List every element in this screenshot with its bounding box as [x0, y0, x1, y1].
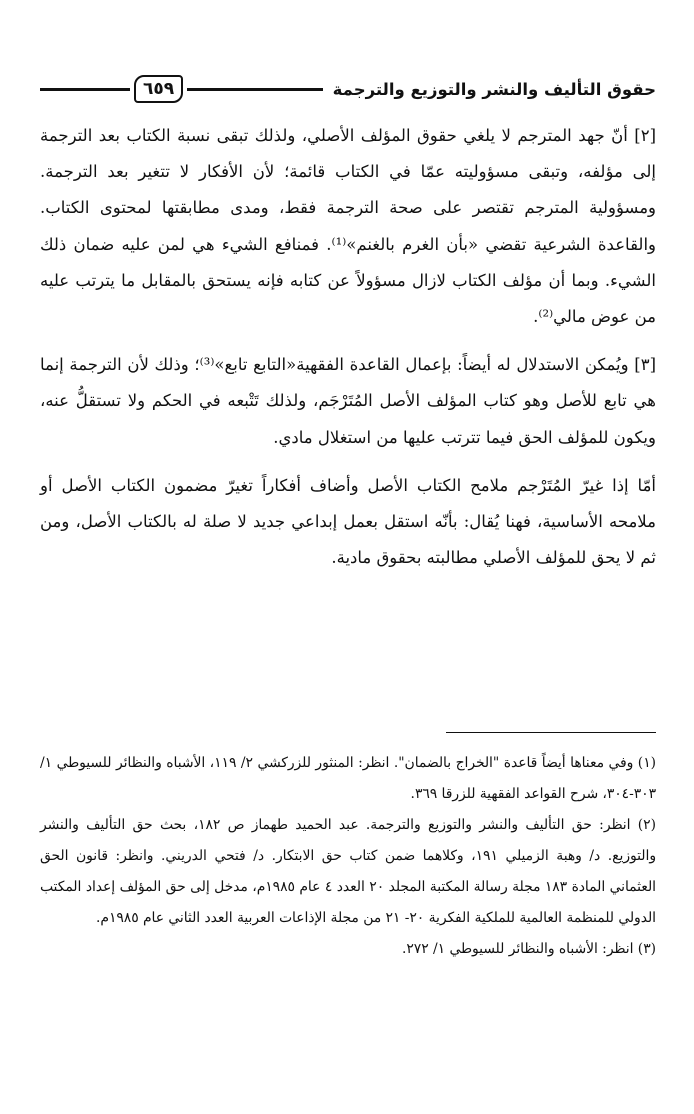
header-title: حقوق التأليف والنشر والتوزيع والترجمة	[332, 79, 656, 99]
footnote: (٢) انظر: حق التأليف والنشر والتوزيع والترجمة. عبد الحميد طهماز ص ١٨٢، بحث حق التأليف والنشر والتوزيع. د/ وهبة الزميلي ١٩١، وكلاهما ضمن كتاب حق الابتكار. د/ فتحي الدريني. وانظر: قانون الحق العثماني المادة ١٨٣ مجلة رسالة المكتبة المجلد ٢٠ العدد ٤ عام ١٩٨٥م، مدخل إلى حق المؤلف إعداد المكتب الدولي للمنظمة العالمية للملكية الفكرية ٢٠- ٢١ من مجلة الإذاعات العربية العدد الثاني عام ١٩٨٥م.	[40, 817, 656, 926]
main-text	[40, 118, 656, 588]
footnote: (١) وفي معناها أيضاً قاعدة "الخراج بالضمان". انظر: المنثور للزركشي ٢/ ١١٩، الأشباه والنظائر للسيوطي ١/ ٣٠٣-٣٠٤، شرح القواعد الفقهية للزرقا ٣٦٩.	[40, 755, 656, 802]
page-number: ٦٥٩	[134, 75, 183, 103]
footnote: (٣) انظر: الأشباه والنظائر للسيوطي ١/ ٢٧٢.	[401, 941, 656, 957]
paragraph: [٣] ويُمكن الاستدلال له أيضاً: بإعمال القاعدة الفقهية«التابع تابع»⁽³⁾؛ وذلك لأن الترجمة إنما هي تابع للأصل وهو كتاب المؤلف الأصل المُتَرْجَم، ولذلك تَتْبعه في الحكم ولا تستقلُّ عنه، ويكون للمؤلف الحق فيما تترتب عليها من استغلال مادي.	[40, 355, 657, 447]
paragraph: [٢] أنّ جهد المترجم لا يلغي حقوق المؤلف الأصلي، ولذلك تبقى نسبة الكتاب بعد الترجمة إلى مؤلفه، وتبقى مسؤوليته عمّا في الكتاب قائمة؛ لأن الأفكار لا تتغير بعد الترجمة. ومسؤولية المترجم تقتصر على صحة الترجمة فقط، ومدى مطابقتها لمحتوى الكتاب. والقاعدة الشرعية تقضي «بأن الغرم بالغنم»⁽¹⁾. فمنافع الشيء هي لمن عليه ضمان ذلك الشيء. وبما أن مؤلف الكتاب لازال مسؤولاً عن كتابه فإنه يستحق بالمقابل ما يترتب عليه من عوض مالي⁽²⁾.	[40, 126, 656, 327]
paragraph: أمّا إذا غيرّ المُتَرْجم ملامح الكتاب الأصل وأضاف أفكاراً تغيرّ مضمون الكتاب الأصل أو ملامحه الأساسية، فهنا يُقال: بأنّه استقل بعمل إبداعي جديد لا صلة له بالكتاب الأصل، ومن ثم لا يحق للمؤلف الأصلي مطالبته بحقوق مادية.	[40, 475, 656, 568]
header-rule	[187, 88, 323, 91]
footnotes	[40, 748, 656, 965]
footnote-separator	[446, 732, 656, 733]
running-header	[40, 72, 656, 106]
header-rule-end	[40, 88, 130, 91]
